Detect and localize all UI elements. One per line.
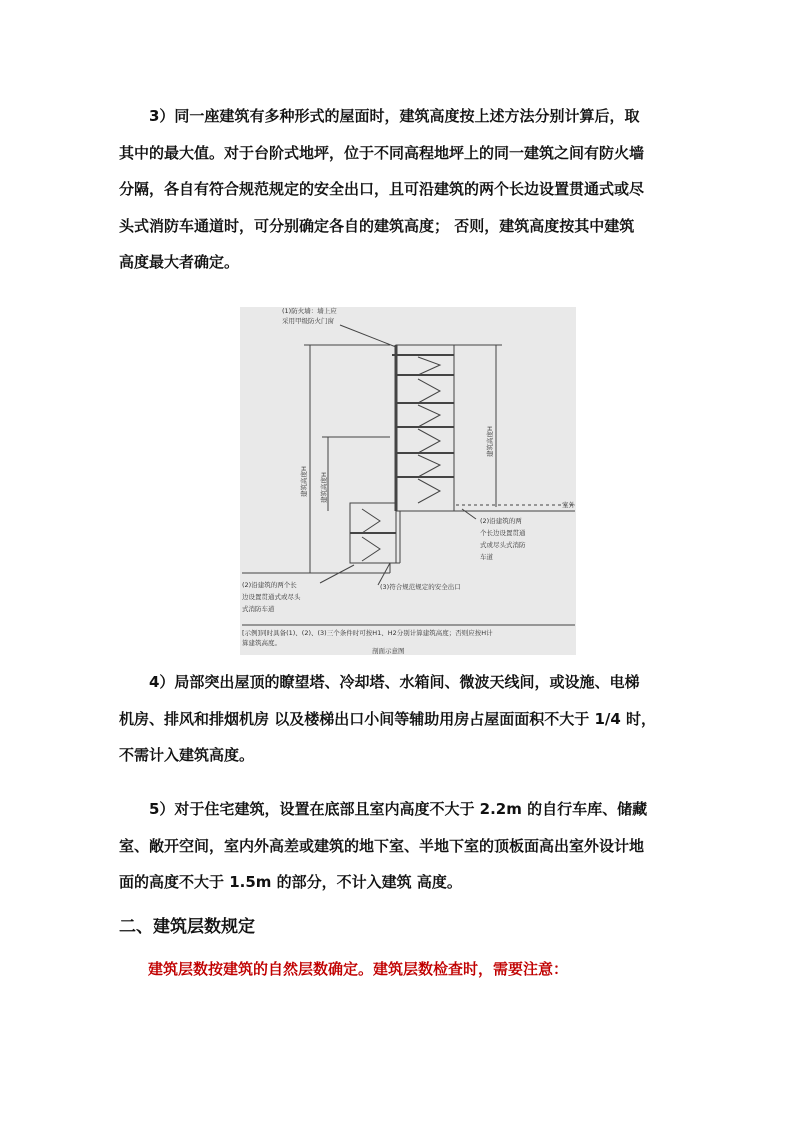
section-diagram-figure <box>240 307 576 655</box>
height-label-inner: 建筑高度H <box>320 472 328 503</box>
paragraph-line: 5）对于住宅建筑，设置在底部且室内高度不大于 2.2m 的自行车库、储藏 <box>149 800 648 818</box>
red-note: 建筑层数按建筑的自然层数确定。建筑层数检查时，需要注意： <box>148 960 569 978</box>
callout-safety-exit: (3)符合规范规定的安全出口 <box>380 583 461 591</box>
figure-note-line1: [示例]同时具备(1)、(2)、(3)三个条件时可按H1、H2分别计算建筑高度；否则应按H计 <box>242 629 493 637</box>
height-label-right: 建筑高度H <box>486 426 494 457</box>
callout-firewall-line1: (1)防火墙：墙上应 <box>282 307 337 315</box>
paragraph-line: 3）同一座建筑有多种形式的屋面时，建筑高度按上述方法分别计算后，取 <box>149 107 640 125</box>
paragraph-5 <box>119 791 679 901</box>
paragraph-line: 高度最大者确定。 <box>119 253 240 271</box>
figure-caption: 剖面示意图 <box>372 647 405 655</box>
callout-lane-right-line4: 车道 <box>480 553 493 561</box>
figure-note-line2: 算建筑高度。 <box>242 639 281 647</box>
paragraph-line: 分隔，各自有符合规范规定的安全出口，且可沿建筑的两个长边设置贯通式或尽 <box>119 180 645 198</box>
section-diagram <box>240 307 576 655</box>
paragraph-line: 头式消防车通道时，可分别确定各自的建筑高度； 否则，建筑高度按其中建筑 <box>119 216 635 235</box>
callout-firewall-line2: 采用甲级防火门窗 <box>282 317 334 325</box>
section-heading: 二、建筑层数规定 <box>119 917 255 937</box>
callout-lane-right-line1: (2)沿建筑的两 <box>480 517 522 525</box>
callout-lane-right-line2: 个长边设置贯通 <box>480 529 526 537</box>
callout-lane-right-line3: 式或尽头式消防 <box>480 541 526 549</box>
outdoor-label: 室外 <box>562 501 575 509</box>
paragraph-line: 室、敞开空间，室内外高差或建筑的地下室、半地下室的顶板面高出室外设计地 <box>119 836 645 855</box>
callout-lane-left-line3: 式消防车道 <box>242 605 275 613</box>
paragraph-line: 4）局部突出屋顶的瞭望塔、冷却塔、水箱间、微波天线间，或设施、电梯 <box>149 673 640 691</box>
paragraph-line: 不需计入建筑高度。 <box>119 746 255 764</box>
height-label-outer: 建筑高度H <box>300 466 308 497</box>
callout-lane-left-line2: 边设置贯通式或尽头 <box>242 593 301 601</box>
paragraph-4 <box>119 664 679 774</box>
paragraph-3 <box>119 98 679 281</box>
callout-lane-left-line1: (2)沿建筑的两个长 <box>242 581 297 589</box>
paragraph-line: 机房、排风和排烟机房 以及楼梯出口小间等辅助用房占屋面面积不大于 1/4 时， <box>119 709 657 728</box>
paragraph-line: 其中的最大值。对于台阶式地坪，位于不同高程地坪上的同一建筑之间有防火墙 <box>119 143 645 162</box>
paragraph-line: 面的高度不大于 1.5m 的部分，不计入建筑 高度。 <box>119 873 462 891</box>
